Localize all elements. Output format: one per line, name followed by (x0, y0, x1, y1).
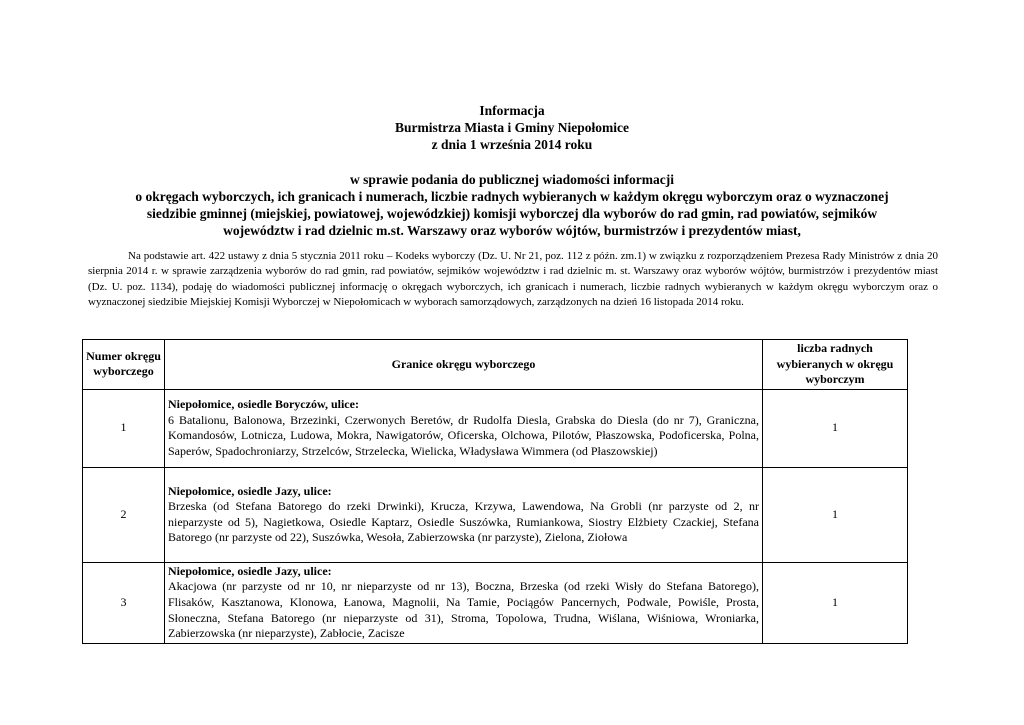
header-district-borders: Granice okręgu wyborczego (165, 340, 763, 390)
districts-table (82, 339, 908, 644)
district-councillors: 1 (763, 562, 908, 643)
district-borders (165, 389, 763, 467)
district-number: 3 (83, 562, 165, 643)
table-row (83, 467, 908, 562)
district-borders (165, 562, 763, 643)
header-district-number: Numer okręgu wyborczego (83, 340, 165, 390)
district-streets: Brzeska (od Stefana Batorego do rzeki Drwinki), Krucza, Krzywa, Lawendowa, Na Grobli (nr parzyste od 2, nr nieparzyste od 5), Nagietkowa, Osiedle Kaptarz, Osiedle Suszówka, Rumiankowa, Siostry Elżbiety Czackiej, Stefana Batorego (nr parzyste od 22), Suszówka, Wesoła, Zabierzowska (nr parzyste), Zielona, Ziołowa (168, 499, 759, 545)
district-borders (165, 467, 763, 562)
district-streets: 6 Batalionu, Balonowa, Brzezinki, Czerwonych Beretów, dr Rudolfa Diesla, Grabska do Diesla (do nr 7), Graniczna, Komandosów, Lotnicza, Ludowa, Mokra, Nawigatorów, Oficerska, Olchowa, Pilotów, Płaszowska, Podoficerska, Polna, Saperów, Spadochroniarzy, Strzelców, Strzelecka, Wielicka, Władysława Wimmera (od Płaszowskiej) (168, 412, 759, 458)
district-councillors: 1 (763, 467, 908, 562)
heading-issuer: Burmistrza Miasta i Gminy Niepołomice (395, 120, 629, 135)
document-heading (80, 102, 944, 239)
heading-subject-line-1: w sprawie podania do publicznej wiadomości informacji (349, 172, 674, 187)
district-area: Niepołomice, osiedle Jazy, ulice: (168, 563, 332, 578)
heading-subject-line-2: o okręgach wyborczych, ich granicach i numerach, liczbie radnych wybieranych w każdym okręgu wyborczym oraz o wyznaczonej (135, 189, 889, 204)
table-row (83, 389, 908, 467)
intro-paragraph (88, 249, 938, 311)
district-area: Niepołomice, osiedle Jazy, ulice: (168, 483, 332, 498)
district-councillors: 1 (763, 389, 908, 467)
intro-text: Na podstawie art. 422 ustawy z dnia 5 stycznia 2011 roku – Kodeks wyborczy (Dz. U. Nr 21, poz. 112 z późn. zm.1) w związku z rozporządzeniem Prezesa Rady Ministrów z dnia 20 sierpnia 2014 r. w sprawie zarządzenia wyborów do rad gmin, rad powiatów, sejmików województw i rad dzielnic m. st. Warszawy oraz wyborów wójtów, burmistrzów i prezydentów miast (Dz. U. poz. 1134), podaję do wiadomości publicznej informację o okręgach wyborczych, ich granicach i numerach, liczbie radnych wybieranych w każdym okręgu wyborczym oraz o wyznaczonej siedzibie Miejskiej Komisji Wyborczej w Niepołomicach w wyborach samorządowych, zarządzonych na dzień 16 listopada 2014 roku. (88, 250, 938, 309)
header-councillors-count: liczba radnych wybieranych w okręgu wyborczym (763, 340, 908, 390)
table-header-row (83, 340, 908, 390)
heading-subject-line-3: siedzibie gminnej (miejskiej, powiatowej, wojewódzkiej) komisji wyborczej dla wyborów do rad gmin, rad powiatów, sejmików (146, 206, 878, 221)
table-row (83, 562, 908, 643)
district-area: Niepołomice, osiedle Boryczów, ulice: (168, 397, 359, 412)
district-streets: Akacjowa (nr parzyste od nr 10, nr nieparzyste od nr 13), Boczna, Brzeska (od rzeki Wisły do Stefana Batorego), Flisaków, Kasztanowa, Klonowa, Łanowa, Magnolii, Na Tamie, Pociągów Pancernych, Podwale, Powiśle, Prosta, Słoneczna, Stefana Batorego (nr nieparzyste od 31), Stroma, Topolowa, Trudna, Wiślana, Wiśniowa, Wroniarka, Zabierzowska (nr nieparzyste), Zabłocie, Zacisze (168, 579, 759, 641)
heading-subject-line-4: województw i rad dzielnic m.st. Warszawy oraz wyborów wójtów, burmistrzów i prezydentów miast, (223, 223, 801, 238)
district-number: 1 (83, 389, 165, 467)
heading-date: z dnia 1 września 2014 roku (431, 137, 593, 152)
heading-title: Informacja (479, 103, 545, 118)
district-number: 2 (83, 467, 165, 562)
